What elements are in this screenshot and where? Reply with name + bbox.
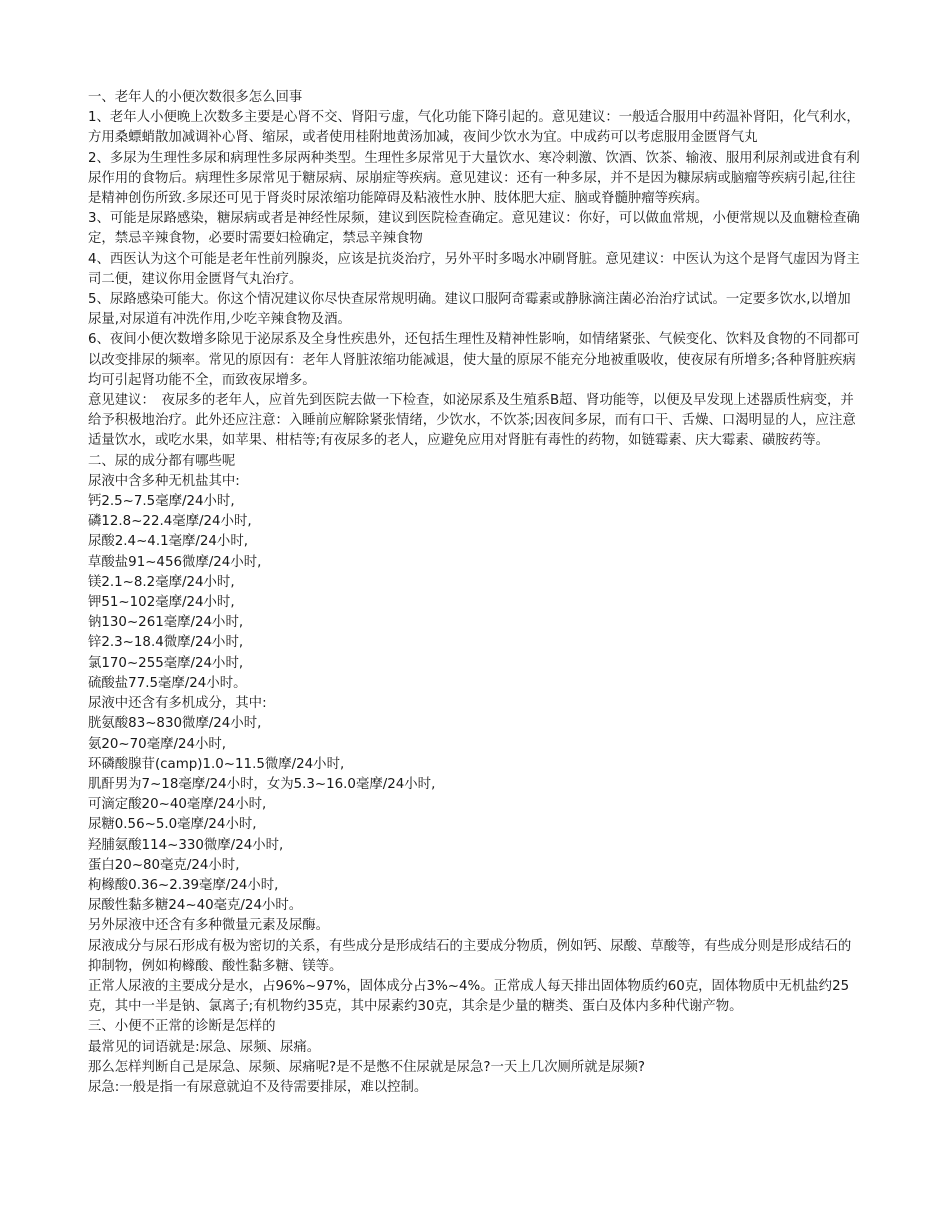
urgency-definition: 尿急:一般是指一有尿意就迫不及待需要排尿，难以控制。 (88, 1079, 428, 1095)
question-line: 那么怎样判断自己是尿急、尿频、尿痛呢?是不是憋不住尿就是尿急?一天上几次厕所就是尿频? (88, 1059, 645, 1075)
section-title-3: 三、小便不正常的诊断是怎样的 (88, 1019, 276, 1035)
paragraph-2: 2、多尿为生理性多尿和病理性多尿两种类型。生理性多尿常见于大量饮水、寒冷刺激、饮酒、饮茶、输液、服用利尿剂或进食有利尿作用的食物后。病理性多尿常见于糖尿病、尿崩症等疾病。意见建议：还有一种多尿，并不是因为糠尿病或脑瘤等疾病引起,往往是精神创伤所致.多尿还可见于肾炎时尿浓缩功能障碍及粘液性水肿、肢体肥大症、脑或脊髓肿瘤等疾病。 (88, 150, 860, 207)
organic-item: 可滴定酸20~40毫摩/24小时, (88, 797, 267, 813)
organic-item: 肌酐男为7~18毫摩/24小时，女为5.3~16.0毫摩/24小时, (88, 776, 436, 792)
document-body (88, 88, 863, 1098)
symptoms-line: 最常见的词语就是:尿急、尿频、尿痛。 (88, 1039, 321, 1055)
paragraph-5: 5、尿路感染可能大。你这个情况建议你尽快查尿常规明确。建议口服阿奇霉素或静脉滴注菌必治治疗试试。一定要多饮水,以增加尿量,对尿道有冲洗作用,少吃辛辣食物及酒。 (88, 292, 851, 328)
inorganic-item: 镁2.1~8.2毫摩/24小时, (88, 574, 235, 590)
paragraph-3: 3、可能是尿路感染，糖尿病或者是神经性尿频，建议到医院检查确定。意见建议：你好，可以做血常规，小便常规以及血糖检查确定，禁忌辛辣食物，必要时需要妇检确定，禁忌辛辣食物 (88, 211, 860, 247)
organic-item: 胱氨酸83~830微摩/24小时, (88, 716, 262, 732)
inorganic-item: 锌2.3~18.4微摩/24小时, (88, 635, 244, 651)
organic-item: 羟脯氨酸114~330微摩/24小时, (88, 837, 284, 853)
paragraph-normal-urine: 正常人尿液的主要成分是水，占96%~97%，固体成分占3%~4%。正常成人每天排出固体物质约60克，固体物质中无机盐约25克，其中一半是钠、氯离子;有机物约35克，其中尿素约30克，其余是少量的糖类、蛋白及体内多种代谢产物。 (88, 978, 850, 1015)
inorganic-item: 钾51~102毫摩/24小时, (88, 595, 235, 611)
organic-item: 枸橼酸0.36~2.39毫摩/24小时, (88, 877, 279, 893)
paragraph-4: 4、西医认为这个可能是老年性前列腺炎，应该是抗炎治疗，另外平时多喝水冲刷肾脏。意见建议：中医认为这个是肾气虚因为肾主司二便，建议你用金匮肾气丸治疗。 (88, 251, 860, 287)
organic-item: 尿糖0.56~5.0毫摩/24小时, (88, 817, 257, 833)
inorganic-item: 钙2.5~7.5毫摩/24小时, (88, 494, 235, 510)
organic-item: 尿酸性黏多糖24~40毫克/24小时。 (88, 898, 303, 914)
paragraph-stone: 尿液成分与尿石形成有极为密切的关系，有些成分是形成结石的主要成分物质，例如钙、尿酸、草酸等，有些成分则是形成结石的抑制物，例如枸橼酸、酸性黏多糖、镁等。 (88, 938, 852, 974)
organic-item: 氨20~70毫摩/24小时, (88, 736, 227, 752)
paragraph-6: 6、夜间小便次数增多除见于泌尿系及全身性疾患外，还包括生理性及精神性影响，如情绪紧张、气候变化、饮料及食物的不同都可以改变排尿的频率。常见的原因有：老年人肾脏浓缩功能减退，使大量的原尿不能充分地被重吸收，使夜尿有所增多;各种肾脏疾病均可引起肾功能不全，而致夜尿增多。 (88, 332, 860, 388)
inorganic-item: 尿酸2.4~4.1毫摩/24小时, (88, 534, 248, 550)
section-title-1: 一、老年人的小便次数很多怎么回事 (88, 90, 303, 105)
inorganic-item: 硫酸盐77.5毫摩/24小时。 (88, 675, 247, 691)
inorganic-item: 钠130~261毫摩/24小时, (88, 615, 244, 631)
inorganic-intro: 尿液中含多种无机盐其中: (88, 473, 240, 489)
paragraph-advice: 意见建议： 夜尿多的老年人，应首先到医院去做一下检查，如泌尿系及生殖系B超、肾功能等，以便及早发现上述器质性病变，并给予积极地治疗。此外还应注意：入睡前应解除紧张情绪，少饮水，不饮茶;因夜间多尿，而有口干、舌燥、口渴明显的人，应注意适量饮水，或吃水果，如苹果、柑桔等;有夜尿多的老人，应避免应用对肾脏有毒性的药物，如链霉素、庆大霉素、磺胺药等。 (88, 393, 856, 449)
section-title-2: 二、尿的成分都有哪些呢 (88, 453, 236, 469)
inorganic-item: 磷12.8~22.4毫摩/24小时, (88, 514, 252, 530)
paragraph-1: 1、老年人小便晚上次数多主要是心肾不交、肾阳亏虚，气化功能下降引起的。意见建议：一般适合服用中药温补肾阳，化气利水，方用桑螵蛸散加减调补心肾、缩尿，或者使用桂附地黄汤加减，夜间少饮水为宜。中成药可以考虑服用金匮肾气丸 (88, 110, 860, 146)
organic-item: 环磷酸腺苷(camp)1.0~11.5微摩/24小时, (88, 756, 345, 772)
inorganic-item: 草酸盐91~456微摩/24小时, (88, 554, 262, 570)
trace-elements-line: 另外尿液中还含有多种微量元素及尿酶。 (88, 918, 330, 934)
organic-intro: 尿液中还含有多机成分，其中: (88, 696, 267, 712)
organic-item: 蛋白20~80毫克/24小时, (88, 857, 240, 873)
inorganic-item: 氯170~255毫摩/24小时, (88, 655, 244, 671)
